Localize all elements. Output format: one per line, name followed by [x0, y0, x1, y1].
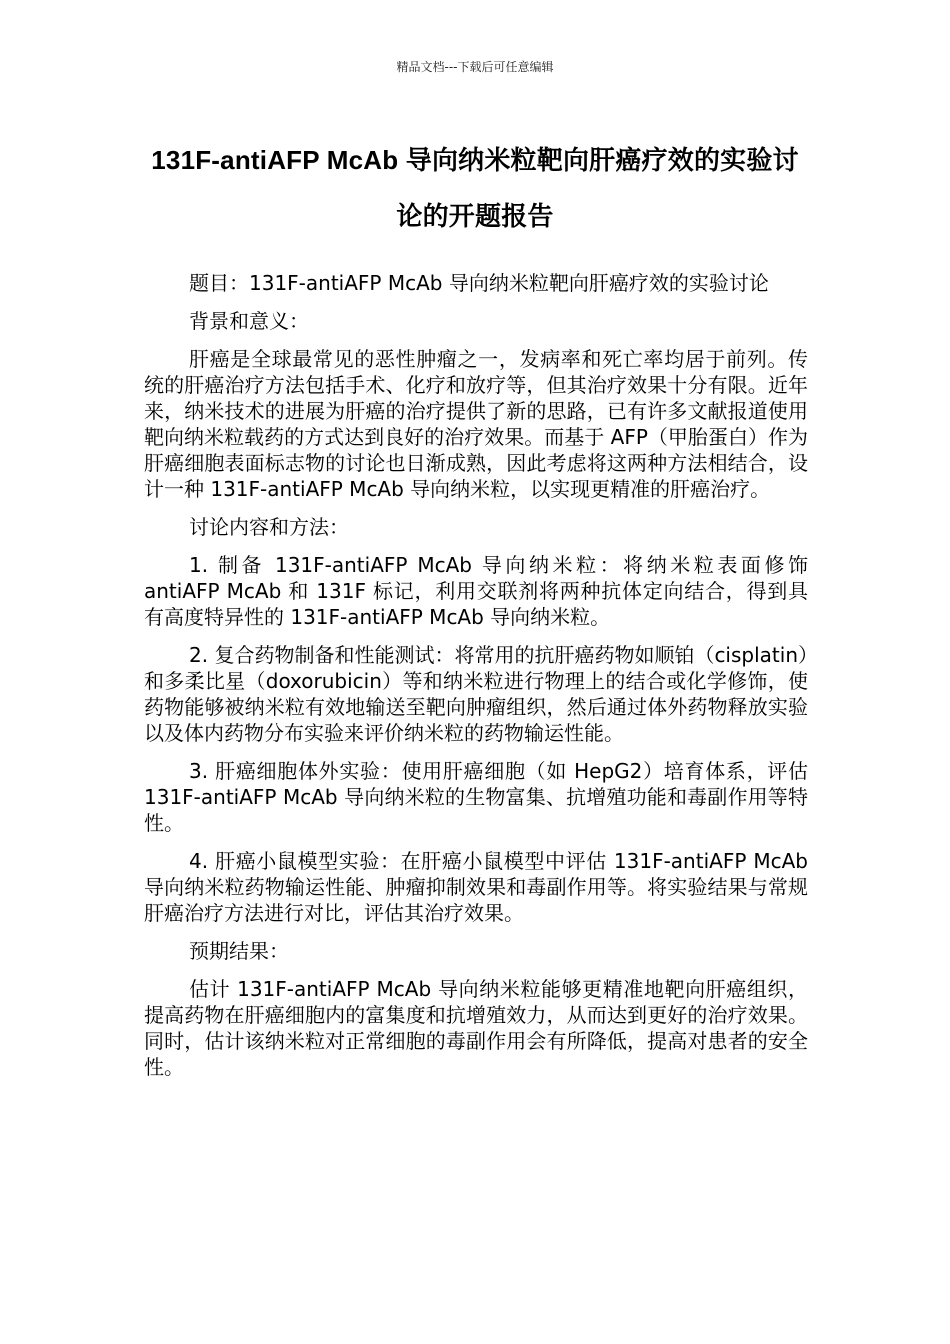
- method-item-4: 4. 肝癌小鼠模型实验：在肝癌小鼠模型中评估 131F-antiAFP McAb 导向纳米粒药物输运性能、肿瘤抑制效果和毒副作用等。将实验结果与常规肝癌治疗方法进行对比，评估其治疗效果。: [144, 849, 808, 925]
- method-item-3: 3. 肝癌细胞体外实验：使用肝癌细胞（如 HepG2）培育体系，评估 131F-antiAFP McAb 导向纳米粒的生物富集、抗增殖功能和毒副作用等特性。: [144, 759, 808, 835]
- results-paragraph: 估计 131F-antiAFP McAb 导向纳米粒能够更精准地靶向肝癌组织，提高药物在肝癌细胞内的富集度和抗增殖效力，从而达到更好的治疗效果。同时，估计该纳米粒对正常细胞的毒副作用会有所降低，提高对患者的安全性。: [144, 977, 808, 1079]
- section-heading-background: 背景和意义：: [189, 309, 309, 333]
- background-paragraph: 肝癌是全球最常见的恶性肿瘤之一，发病率和死亡率均居于前列。传统的肝癌治疗方法包括手术、化疗和放疗等，但其治疗效果十分有限。近年来，纳米技术的进展为肝癌的治疗提供了新的思路，已有许多文献报道使用靶向纳米粒载药的方式达到良好的治疗效果。而基于 AFP（甲胎蛋白）作为肝癌细胞表面标志物的讨论也日渐成熟，因此考虑将这两种方法相结合，设计一种 131F-antiAFP McAb 导向纳米粒，以实现更精准的肝癌治疗。: [144, 347, 808, 501]
- section-heading-results: 预期结果：: [189, 939, 289, 963]
- section-heading-methods: 讨论内容和方法：: [189, 515, 349, 539]
- method-item-1: 1. 制备 131F-antiAFP McAb 导向纳米粒：将纳米粒表面修饰 antiAFP McAb 和 131F 标记，利用交联剂将两种抗体定向结合，得到具有高度特异性的 131F-antiAFP McAb 导向纳米粒。: [144, 553, 808, 629]
- topic-line: 题目：131F-antiAFP McAb 导向纳米粒靶向肝癌疗效的实验讨论: [189, 271, 769, 295]
- header-note: 精品文档---下载后可任意编辑: [396, 60, 554, 74]
- document-body: [144, 270, 808, 1092]
- method-item-2: 2. 复合药物制备和性能测试：将常用的抗肝癌药物如顺铂（cisplatin）和多柔比星（doxorubicin）等和纳米粒进行物理上的结合或化学修饰，使药物能够被纳米粒有效地输送至靶向肿瘤组织，然后通过体外药物释放实验以及体内药物分布实验来评价纳米粒的药物输运性能。: [144, 643, 808, 745]
- document-title: 131F-antiAFP McAb 导向纳米粒靶向肝癌疗效的实验讨论的开题报告: [151, 145, 799, 231]
